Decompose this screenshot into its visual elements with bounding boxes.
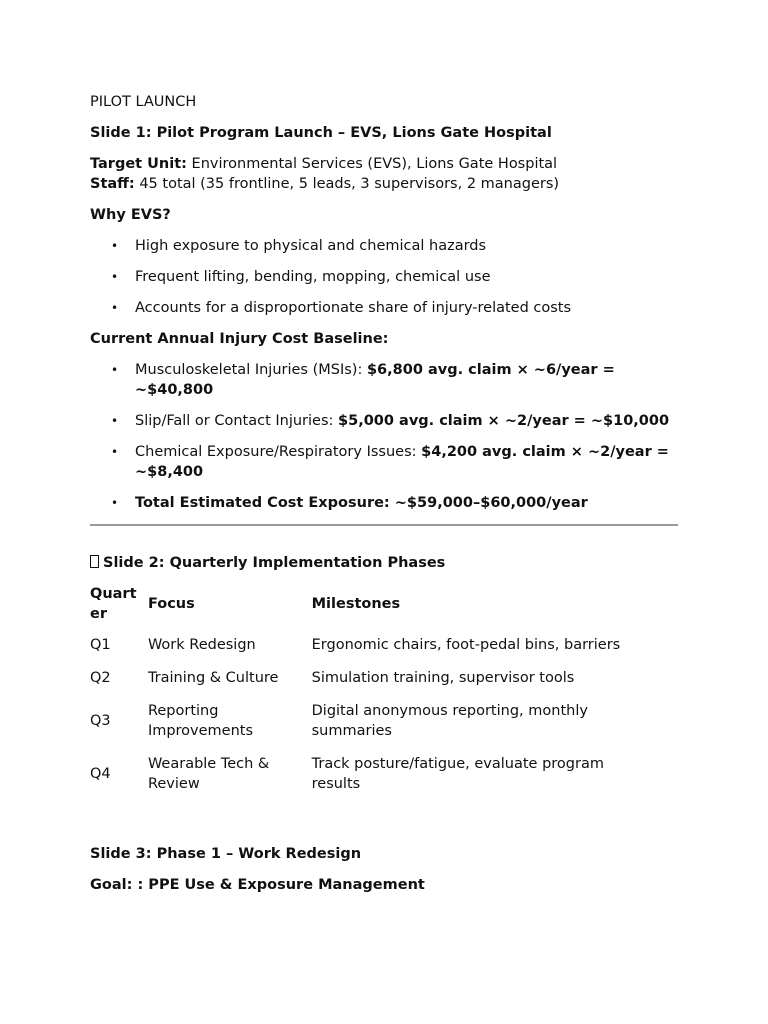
list-item: • Slip/Fall or Contact Injuries: $5,000 avg. claim × ~2/year = ~$10,000 xyxy=(111,413,670,429)
why-evs-heading: Why EVS? xyxy=(90,207,171,223)
table-header-row xyxy=(90,584,680,635)
target-unit-line xyxy=(90,154,680,174)
target-info xyxy=(90,154,680,194)
column-header-focus: Focus xyxy=(147,596,195,612)
bullet-icon: • xyxy=(111,301,119,315)
bullet-icon: • xyxy=(111,239,119,253)
target-unit-label: Target Unit: xyxy=(90,156,187,172)
column-header-quarter: Quarter xyxy=(90,586,137,622)
missing-glyph-icon xyxy=(90,555,99,568)
why-evs-list xyxy=(90,236,680,318)
cost-list xyxy=(90,360,680,513)
spacer xyxy=(90,807,680,844)
table-row: Q1 Work Redesign Ergonomic chairs, foot-pedal bins, barriers xyxy=(90,637,621,653)
document-page xyxy=(90,92,680,906)
slide-2-title: Slide 2: Quarterly Implementation Phases xyxy=(90,553,680,573)
target-unit-value: Environmental Services (EVS), Lions Gate Hospital xyxy=(186,156,558,172)
doc-title: PILOT LAUNCH xyxy=(90,94,197,110)
total-cost: Total Estimated Cost Exposure: ~$59,000–$60,000/year xyxy=(135,495,588,511)
phases-table xyxy=(90,584,680,807)
column-header-milestones: Milestones xyxy=(311,596,401,612)
slide-1-title: Slide 1: Pilot Program Launch – EVS, Lions Gate Hospital xyxy=(90,125,552,141)
table-row: Q4 Wearable Tech & Review Track posture/fatigue, evaluate program results xyxy=(90,756,604,792)
staff-value: 45 total (35 frontline, 5 leads, 3 supervisors, 2 managers) xyxy=(134,176,560,192)
list-item: • Chemical Exposure/Respiratory Issues: $4,200 avg. claim × ~2/year = ~$8,400 xyxy=(111,444,669,480)
section-divider xyxy=(90,524,678,526)
table-row: Q3 Reporting Improvements Digital anonymous reporting, monthly summaries xyxy=(90,703,588,739)
staff-line xyxy=(90,174,680,194)
bullet-icon: • xyxy=(111,496,119,510)
cost-baseline-heading: Current Annual Injury Cost Baseline: xyxy=(90,331,389,347)
bullet-icon: • xyxy=(111,363,119,377)
list-item: • Frequent lifting, bending, mopping, chemical use xyxy=(111,269,491,285)
list-item: • High exposure to physical and chemical hazards xyxy=(111,238,487,254)
staff-label: Staff: xyxy=(90,176,135,192)
bullet-icon: • xyxy=(111,270,119,284)
list-item: • Musculoskeletal Injuries (MSIs): $6,800 avg. claim × ~6/year = ~$40,800 xyxy=(111,362,615,398)
list-item: • Accounts for a disproportionate share of injury-related costs xyxy=(111,300,572,316)
slide-3-title: Slide 3: Phase 1 – Work Redesign xyxy=(90,846,362,862)
slide-3-goal: Goal: : PPE Use & Exposure Management xyxy=(90,877,425,893)
bullet-icon: • xyxy=(111,445,119,459)
table-row: Q2 Training & Culture Simulation training, supervisor tools xyxy=(90,670,575,686)
list-item xyxy=(90,493,680,513)
bullet-icon: • xyxy=(111,414,119,428)
